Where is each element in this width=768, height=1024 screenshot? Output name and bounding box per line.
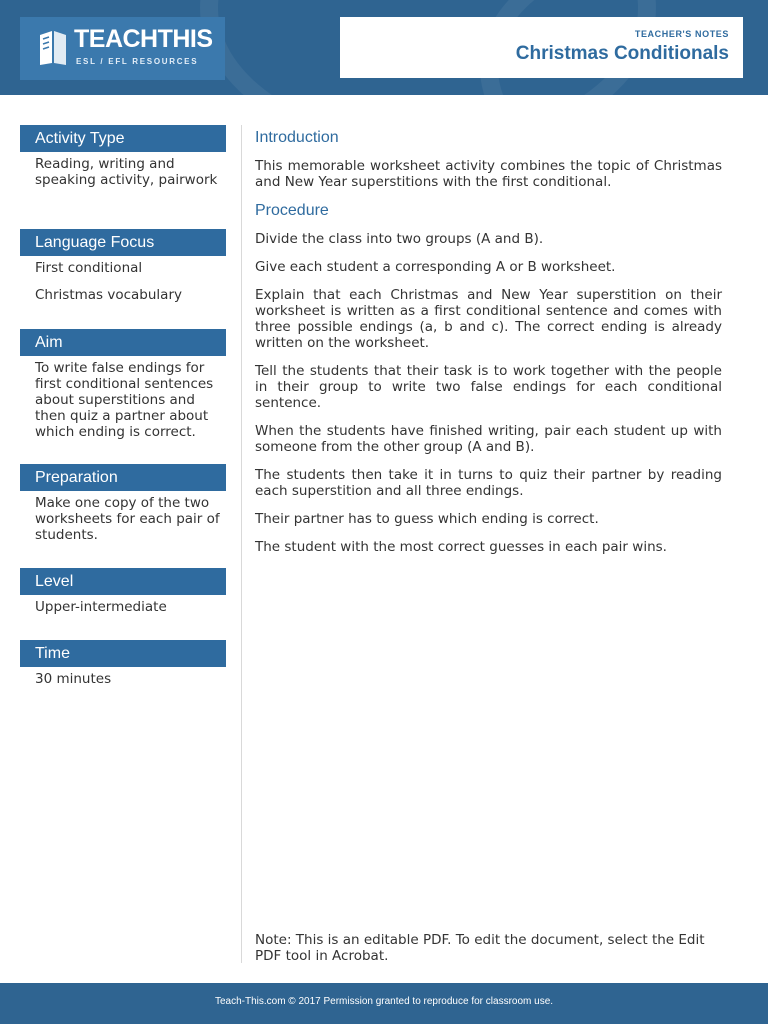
sidebar-heading: Activity Type: [20, 125, 226, 152]
sidebar-heading: Aim: [20, 329, 226, 356]
sidebar-text: Upper-intermediate: [35, 599, 167, 615]
document-eyebrow: TEACHER'S NOTES: [634, 29, 729, 39]
procedure-step: The student with the most correct guesses in each pair wins.: [255, 539, 667, 555]
sidebar-body: [20, 256, 226, 303]
brand-name: TEACHTHIS: [74, 25, 213, 53]
procedure-step: The students then take it in turns to quiz their partner by reading each superstition and all three endings.: [255, 467, 722, 499]
procedure-step: Give each student a corresponding A or B worksheet.: [255, 259, 616, 275]
main-content: [255, 125, 722, 567]
sidebar-body: [20, 356, 226, 440]
introduction-heading: Introduction: [255, 129, 339, 146]
sidebar-heading: Language Focus: [20, 229, 226, 256]
brand-logo[interactable]: [20, 17, 225, 80]
procedure-step: Their partner has to guess which ending is correct.: [255, 511, 599, 527]
procedure-step: Explain that each Christmas and New Year superstition on their worksheet is written as a first conditional sentence and comes with three possible endings (a, b and c). The correct ending is already written on the worksheet.: [255, 287, 722, 351]
sidebar-text: To write false endings for first conditional sentences about superstitions and then quiz a partner about which ending is correct.: [35, 360, 214, 440]
footer-copyright: Teach-This.com © 2017 Permission granted to reproduce for classroom use.: [214, 996, 554, 1007]
title-box: [340, 17, 743, 78]
sidebar-body: [20, 595, 226, 615]
sidebar-section-time: [20, 640, 226, 698]
brand-tagline: ESL / EFL RESOURCES: [76, 57, 199, 66]
sidebar-section-aim: [20, 329, 226, 451]
sidebar-section-preparation: [20, 464, 226, 554]
column-divider: [241, 125, 242, 963]
book-icon: [37, 27, 69, 67]
sidebar-section-activity-type: [20, 125, 226, 199]
sidebar-heading: Preparation: [20, 464, 226, 491]
sidebar-text: First conditional: [35, 260, 143, 276]
document-title: Christmas Conditionals: [515, 43, 729, 64]
sidebar-heading: Level: [20, 568, 226, 595]
introduction-text: This memorable worksheet activity combines the topic of Christmas and New Year superstitions with the first conditional.: [255, 158, 722, 190]
sidebar-section-language-focus: [20, 229, 226, 314]
sidebar-text: Make one copy of the two worksheets for each pair of students.: [35, 495, 220, 543]
page-footer: [0, 983, 768, 1024]
sidebar-section-level: [20, 568, 226, 626]
procedure-step: When the students have finished writing, pair each student up with someone from the other group (A and B).: [255, 423, 722, 455]
sidebar-text: Reading, writing and speaking activity, pairwork: [35, 156, 218, 188]
page-header: [0, 0, 768, 95]
sidebar-body: [20, 152, 226, 188]
sidebar-text: 30 minutes: [35, 671, 112, 687]
procedure-heading: Procedure: [255, 202, 329, 219]
sidebar-heading: Time: [20, 640, 226, 667]
sidebar-text: Christmas vocabulary: [35, 287, 182, 303]
procedure-step: Divide the class into two groups (A and B).: [255, 231, 544, 247]
sidebar-body: [20, 491, 226, 543]
editable-pdf-note: Note: This is an editable PDF. To edit the document, select the Edit PDF tool in Acrobat.: [255, 932, 705, 964]
sidebar-body: [20, 667, 226, 687]
procedure-step: Tell the students that their task is to work together with the people in their group to write two false endings for each conditional sentence.: [255, 363, 722, 411]
